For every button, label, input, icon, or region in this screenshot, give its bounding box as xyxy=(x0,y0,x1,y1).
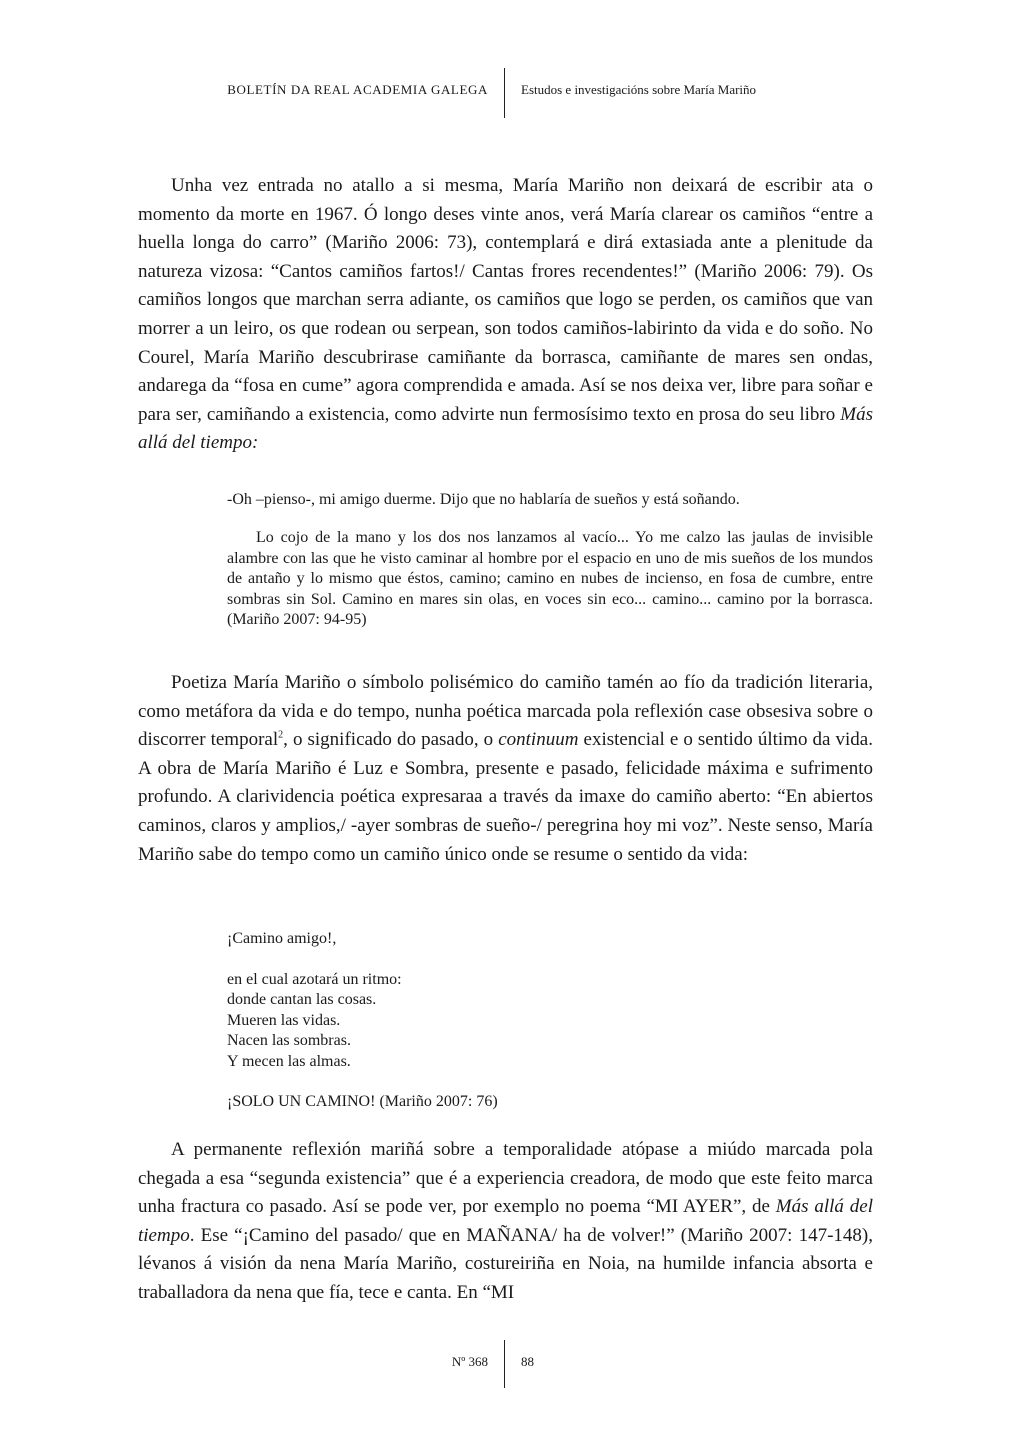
poem-line: en el cual azotará un ritmo: xyxy=(227,970,402,988)
paragraph-2-text-a: Poetiza María Mariño o símbolo polisémico do camiño tamén ao fío da tradición literaria, como metáfora da vida e do tempo, nunha poética marcada pola reflexión case obsesiva sobre o discorrer temporal xyxy=(138,672,873,751)
running-header xyxy=(0,68,1010,118)
paragraph-2-text-c: existencial e o sentido último da vida. A obra de María Mariño é Luz e Sombra, presente e pasado, felicidade máxima e sufrimento profundo. A clarividencia poética expresaraa a través da imaxe do camiño aberto: “En abiertos caminos, claros y amplios,/ -ayer sombras de sueño-/ peregrina hoy mi voz”. Neste senso, María Mariño sabe do tempo como un camiño único onde se resume o sentido da vida: xyxy=(138,729,873,865)
poem-quote xyxy=(227,929,498,1113)
quote-paragraph-2: Lo cojo de la mano y los dos nos lanzamos al vacío... Yo me calzo las jaulas de invisible alambre con las que he visto caminar al hombre por el espacio en uno de mis sueños de los mundos de antaño y lo mismo que éstos, camino; camino en nubes de incienso, en fosa de cumbre, entre sombras sin Sol. Camino en mares sin olas, en voces sin eco... camino... camino por la borrasca. (Mariño 2007: 94-95) xyxy=(227,529,873,629)
journal-title: BOLETÍN DA REAL ACADEMIA GALEGA xyxy=(227,82,488,97)
issue-number: Nº 368 xyxy=(451,1354,488,1369)
section-title: Estudos e investigacións sobre María Mariño xyxy=(521,82,757,97)
poem-line: Mueren las vidas. xyxy=(227,1011,341,1029)
block-quote-1 xyxy=(227,490,873,630)
page-footer xyxy=(0,1340,1010,1390)
book-title-italic: Más allá del tiempo xyxy=(138,1196,873,1246)
paragraph-3-text-b: . Ese “¡Camino del pasado/ que en MAÑANA/ ha de volver!” (Mariño 2007: 147-148), lévanos á visión da nena María Mariño, costureiriña en Noia, na humilde infancia absorta e traballadora da nena que fía, tece e canta. En “MI xyxy=(138,1224,873,1303)
paragraph-2 xyxy=(138,669,873,869)
footnote-marker[interactable]: 2 xyxy=(278,729,284,741)
poem-line: ¡Camino amigo!, xyxy=(227,930,337,947)
paragraph-3-text-a: A permanente reflexión mariñá sobre a temporalidade atópase a miúdo marcada pola chegada a esa “segunda existencia” que é a experiencia creadora, de modo que este feito marca unha fractura co pasado. Así se pode ver, por exemplo no poema “MI AYER”, de xyxy=(138,1139,873,1218)
poem-line: Y mecen las almas. xyxy=(227,1052,351,1070)
page-number: 88 xyxy=(521,1354,534,1369)
paragraph-2-text-b: , o significado do pasado, o xyxy=(283,729,499,751)
header-divider xyxy=(504,68,505,118)
poem-line: donde cantan las cosas. xyxy=(227,991,377,1008)
quote-line-1: -Oh –pienso-, mi amigo duerme. Dijo que no hablaría de sueños y está soñando. xyxy=(227,491,740,508)
paragraph-1 xyxy=(138,172,873,458)
paragraph-1-text: Unha vez entrada no atallo a si mesma, María Mariño non deixará de escribir ata o momento da morte en 1967. Ó longo deses vinte anos, verá María clarear os camiños “entre a huella longa do carro” (Mariño 2006: 73), contemplará e dirá extasiada ante a plenitude da natureza vizosa: “Cantos camiños fartos!/ Cantas frores recendentes!” (Mariño 2006: 79). Os camiños longos que marchan serra adiante, os camiños que logo se perden, os camiños que van morrer a un leiro, os que rodean ou serpean, son todos camiños-labirinto da vida e do soño. No Courel, María Mariño descubrirase camiñante da borrasca, camiñante de mares sen ondas, andarega da “fosa en cume” agora comprendida e amada. Así se nos deixa ver, libre para soñar e para ser, camiñando a existencia, como advirte nun fermosísimo texto en prosa do seu libro xyxy=(138,175,873,425)
continuum-italic: continuum xyxy=(498,729,579,751)
poem-line: Nacen las sombras. xyxy=(227,1032,351,1049)
paragraph-3 xyxy=(138,1136,873,1308)
poem-citation: ¡SOLO UN CAMINO! (Mariño 2007: 76) xyxy=(227,1093,498,1110)
footer-divider xyxy=(504,1340,505,1388)
book-title-italic: Más allá del tiempo: xyxy=(138,403,873,454)
